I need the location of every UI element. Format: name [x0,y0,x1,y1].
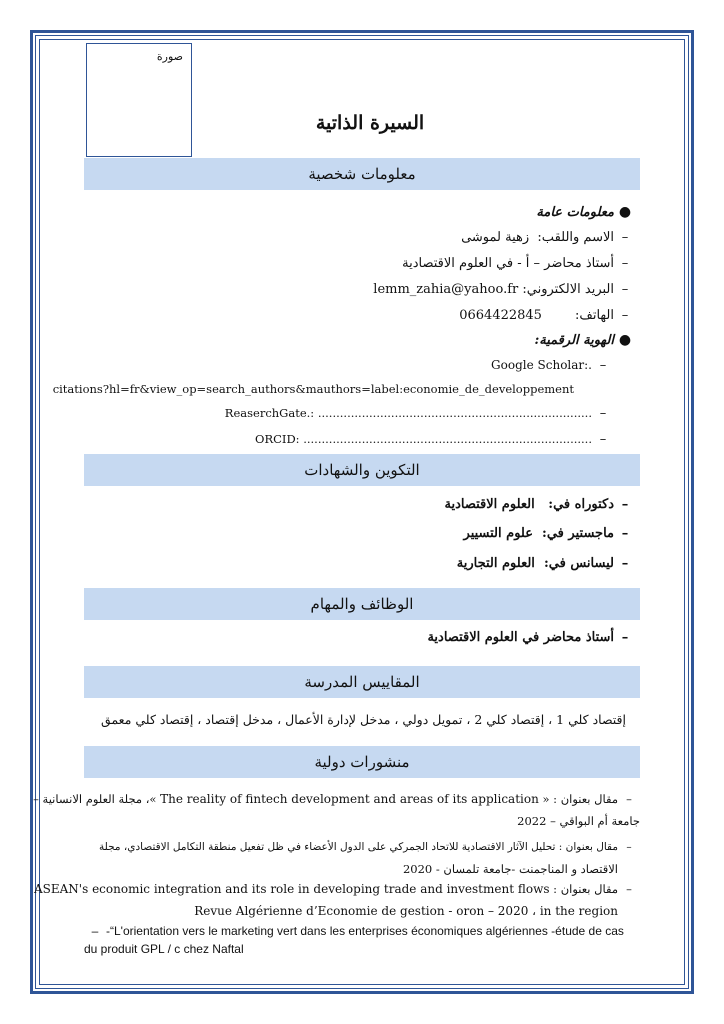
general-heading: معلومات عامة [536,205,614,220]
master-label: ماجستير في: [542,526,614,541]
dash-icon: – [626,841,632,853]
dash-icon: – [621,230,629,245]
publication-2 [84,836,640,880]
digital-heading-line [534,332,636,348]
dash-icon: – [621,630,629,645]
phone-line [459,308,636,323]
licence-label: ليسانس في: [543,556,614,571]
pub3-prefix: مقال بعنوان : [553,882,618,896]
licence-line [457,556,636,571]
orcid-value: ORCID: ............................................................................... [255,432,592,446]
phd-label: دكتوراه في: [548,497,614,512]
researchgate-line [225,406,614,421]
scholar-url[interactable]: citations?hl=fr&view_op=search_authors&mauthors=label:economie_de_developpement [52,382,574,396]
rank-value: أستاذ محاضر – أ - في العلوم الاقتصادية [402,256,614,271]
section-courses: المقاييس المدرسة [84,666,640,698]
email-label: البريد الالكتروني: [522,282,614,297]
name-value: زهية لموشى [461,230,530,245]
job-line [427,630,636,645]
phone-value: 0664422845 [459,308,542,323]
scholar-line [491,358,614,373]
name-label: الاسم واللقب: [537,230,614,245]
courses-text: إقتصاد كلي 1 ، إقتصاد كلي 2 ، تمويل دولي ، مدخل لإدارة الأعمال ، مدخل إقتصاد ، إقتصاد كلي معمق [101,712,626,727]
pub1-line2: جامعة أم البواقي – 2022 [517,814,640,828]
pub4-text: -“L'orientation vers le marketing vert dans les enterprises économiques algériennes -étude de cas du produit GPL / c chez Naftal [84,924,624,956]
publication-3 [33,878,640,922]
digital-heading: الهوية الرقمية: [534,333,614,348]
section-jobs: الوظائف والمهام [84,588,640,620]
dash-icon: – [626,792,632,806]
scholar-label: Google Scholar:. [491,358,592,372]
dash-icon: – [621,497,629,512]
page-title: السيرة الذاتية [315,112,425,134]
pub3-line2: Revue Algérienne d’Economie de gestion - oron – 2020 ، in the region [194,904,618,918]
dash-icon: – [91,924,99,938]
pub3-title: ASEAN's economic integration and its role in developing trade and investment flows [33,882,550,896]
section-publications: منشورات دولية [84,746,640,778]
phd-line [445,497,637,512]
publication-4 [84,922,640,958]
courses-line [101,712,626,727]
phd-value: العلوم الاقتصادية [444,497,535,512]
pub1-title: The reality of fintech development and areas of its application [160,792,539,806]
pub2-line2: الاقتصاد و المناجمنت -جامعة تلمسان - 2020 [402,862,618,876]
job-item: أستاذ محاضر في العلوم الاقتصادية [427,630,614,645]
name-line [461,230,636,245]
licence-value: العلوم التجارية [456,556,535,571]
dash-icon: – [621,308,629,323]
publication-1 [33,788,640,832]
email-line [373,282,636,297]
dash-icon: – [599,358,607,373]
dash-icon: – [621,556,629,571]
rank-line [402,256,636,271]
dash-icon: – [599,432,607,447]
section-personal: معلومات شخصية [84,158,640,190]
pub1-prefix: مقال بعنوان : « [542,792,618,806]
dash-icon: – [621,256,629,271]
orcid-line [255,432,614,447]
general-heading-line [536,204,636,220]
dash-icon: – [599,406,607,421]
master-line [464,526,636,541]
photo-placeholder [86,43,192,157]
section-education: التكوين والشهادات [84,454,640,486]
dash-icon: – [626,882,632,896]
dash-icon: – [621,282,629,297]
photo-label: صورة [156,50,183,63]
email-value[interactable]: lemm_zahia@yahoo.fr [373,282,519,297]
bullet-icon: ● [618,204,632,220]
pub1-suffix: »، مجلة العلوم الانسانية – [33,792,157,806]
bullet-icon: ● [618,332,632,348]
master-value: علوم التسيير [463,526,533,541]
scholar-url-line [53,382,574,397]
dash-icon: – [621,526,629,541]
phone-label: الهاتف: [575,308,614,323]
pub2-line1: مقال بعنوان : تحليل الآثار الاقتصادية للاتحاد الجمركي على الدول الأعضاء في ظل تفعيل منطقة التكامل الاقتصادي، مجلة [99,841,618,853]
researchgate-value: ReaserchGate.: ........................................................................... [224,406,592,420]
